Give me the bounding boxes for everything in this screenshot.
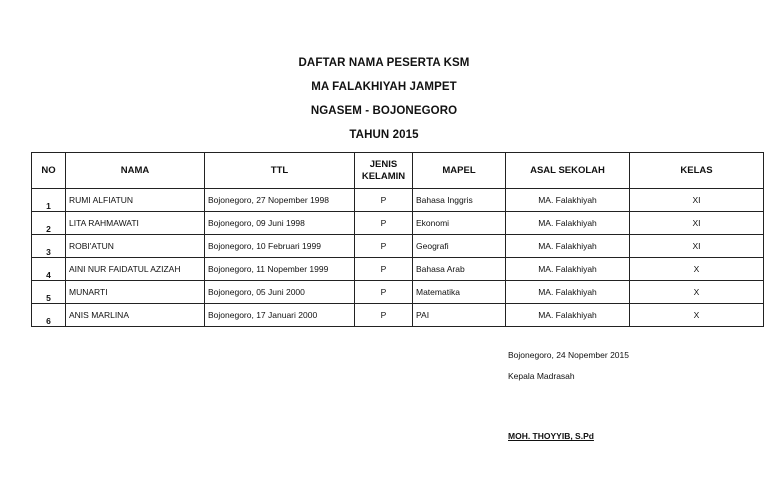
- cell-nama: MUNARTI: [66, 281, 205, 304]
- cell-nama: AINI NUR FAIDATUL AZIZAH: [66, 258, 205, 281]
- cell-ttl: Bojonegoro, 17 Januari 2000: [205, 304, 355, 327]
- table-row: [32, 281, 764, 304]
- cell-asal-sekolah: MA. Falakhiyah: [506, 212, 630, 235]
- cell-no: 6: [32, 304, 66, 327]
- table-row: [32, 212, 764, 235]
- cell-asal-sekolah: MA. Falakhiyah: [506, 304, 630, 327]
- cell-no: 4: [32, 258, 66, 281]
- cell-nama: LITA RAHMAWATI: [66, 212, 205, 235]
- participant-table: [31, 152, 764, 327]
- cell-asal-sekolah: MA. Falakhiyah: [506, 189, 630, 212]
- cell-mapel: Ekonomi: [413, 212, 506, 235]
- cell-no: 2: [32, 212, 66, 235]
- header-no: NO: [32, 153, 66, 189]
- cell-ttl: Bojonegoro, 27 Nopember 1998: [205, 189, 355, 212]
- signature-name: MOH. THOYYIB, S.Pd: [508, 431, 594, 441]
- header-jenis-kelamin: JENIS KELAMIN: [355, 153, 413, 189]
- signature-role: Kepala Madrasah: [508, 371, 575, 381]
- header-ttl: TTL: [205, 153, 355, 189]
- title-line-4: TAHUN 2015: [349, 129, 419, 141]
- cell-ttl: Bojonegoro, 05 Juni 2000: [205, 281, 355, 304]
- cell-nama: ROBI'ATUN: [66, 235, 205, 258]
- cell-no: 3: [32, 235, 66, 258]
- cell-nama: RUMI ALFIATUN: [66, 189, 205, 212]
- header-kelas: KELAS: [630, 153, 764, 189]
- cell-kelas: XI: [630, 235, 764, 258]
- header-nama: NAMA: [66, 153, 205, 189]
- cell-mapel: PAI: [413, 304, 506, 327]
- cell-mapel: Bahasa Inggris: [413, 189, 506, 212]
- table-row: [32, 189, 764, 212]
- cell-kelas: XI: [630, 189, 764, 212]
- cell-jenis-kelamin: P: [355, 235, 413, 258]
- title-line-3: NGASEM - BOJONEGORO: [310, 105, 458, 117]
- header-mapel: MAPEL: [413, 153, 506, 189]
- cell-nama: ANIS MARLINA: [66, 304, 205, 327]
- cell-jenis-kelamin: P: [355, 212, 413, 235]
- cell-no: 5: [32, 281, 66, 304]
- cell-ttl: Bojonegoro, 09 Juni 1998: [205, 212, 355, 235]
- cell-ttl: Bojonegoro, 10 Februari 1999: [205, 235, 355, 258]
- table-row: [32, 235, 764, 258]
- cell-jenis-kelamin: P: [355, 281, 413, 304]
- table-row: [32, 304, 764, 327]
- cell-asal-sekolah: MA. Falakhiyah: [506, 258, 630, 281]
- cell-no: 1: [32, 189, 66, 212]
- cell-asal-sekolah: MA. Falakhiyah: [506, 281, 630, 304]
- table-header-row: [32, 153, 764, 189]
- cell-kelas: X: [630, 258, 764, 281]
- cell-kelas: XI: [630, 212, 764, 235]
- cell-jenis-kelamin: P: [355, 304, 413, 327]
- cell-mapel: Geografi: [413, 235, 506, 258]
- cell-jenis-kelamin: P: [355, 258, 413, 281]
- document-title: [0, 54, 768, 150]
- cell-mapel: Bahasa Arab: [413, 258, 506, 281]
- cell-kelas: X: [630, 281, 764, 304]
- header-asal-sekolah: ASAL SEKOLAH: [506, 153, 630, 189]
- title-line-1: DAFTAR NAMA PESERTA KSM: [298, 57, 470, 69]
- table-row: [32, 258, 764, 281]
- cell-asal-sekolah: MA. Falakhiyah: [506, 235, 630, 258]
- title-line-2: MA FALAKHIYAH JAMPET: [311, 81, 457, 93]
- signature-place-date: Bojonegoro, 24 Nopember 2015: [508, 350, 629, 360]
- cell-mapel: Matematika: [413, 281, 506, 304]
- cell-jenis-kelamin: P: [355, 189, 413, 212]
- cell-ttl: Bojonegoro, 11 Nopember 1999: [205, 258, 355, 281]
- cell-kelas: X: [630, 304, 764, 327]
